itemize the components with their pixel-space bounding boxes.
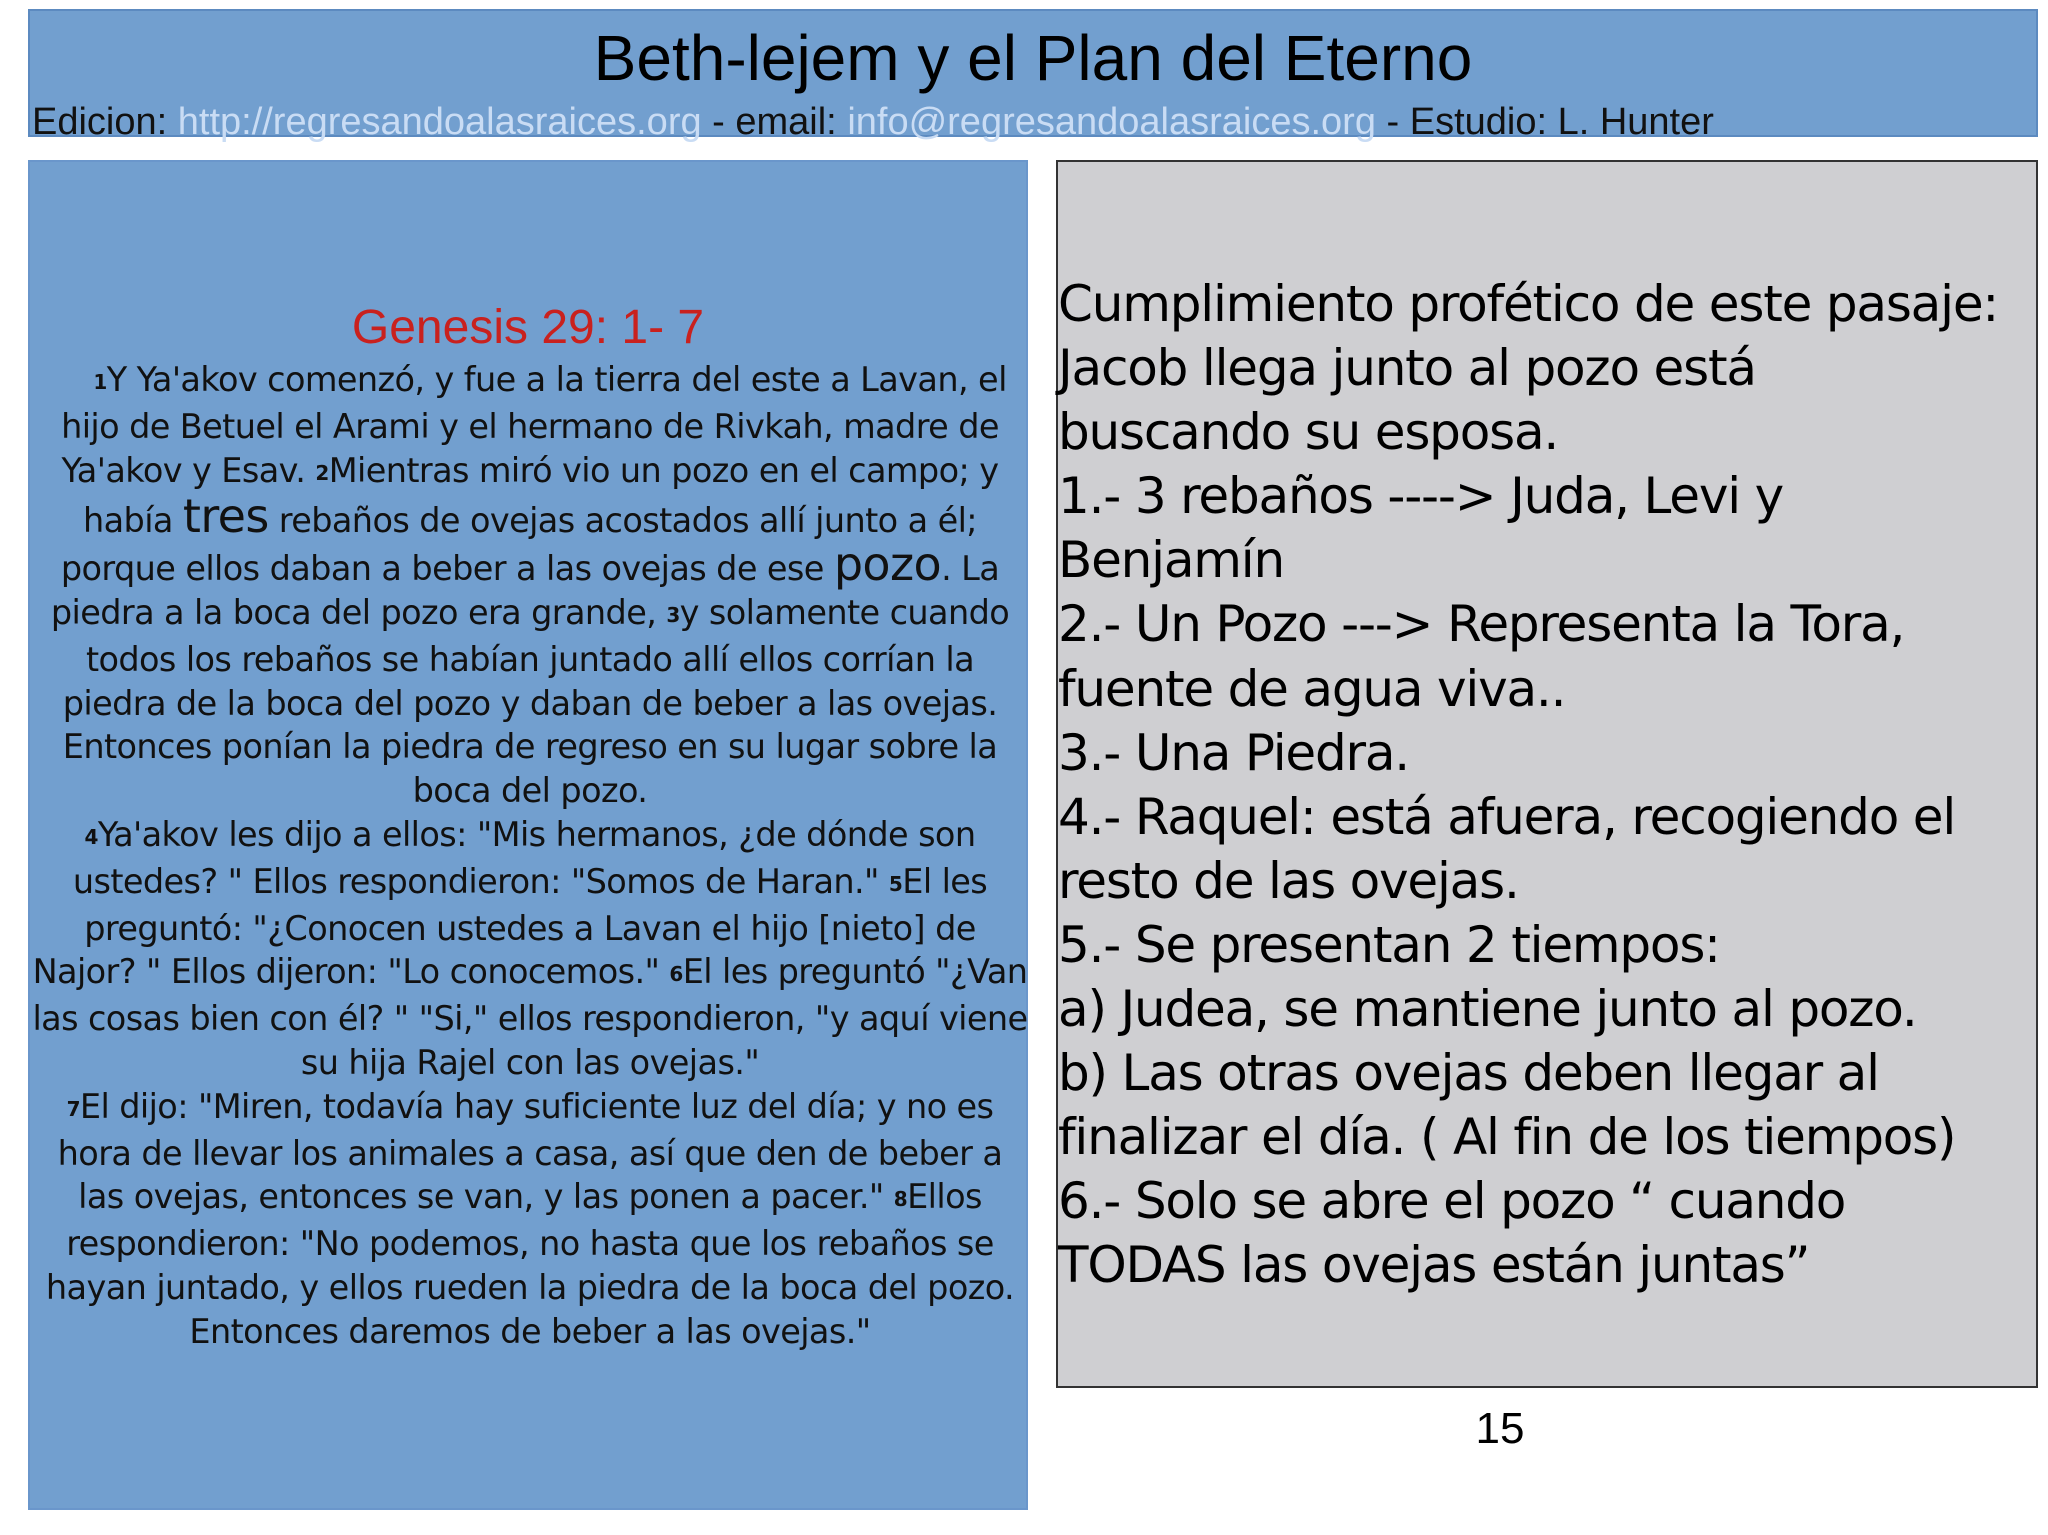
notes-line: 6.- Solo se abre el pozo “ cuando (1058, 1172, 1846, 1231)
email-link[interactable]: info@regresandoalasraices.org (847, 101, 1376, 143)
verse-number: 1 (93, 370, 107, 394)
verse-text: Y Ya'akov comenzó, y fue a la tierra del este a Lavan, el hijo de Betuel el Arami y el hermano de Rivkah, madre de Ya'akov y Esav. (61, 360, 1007, 490)
verse-text: Ellos respondieron: "No podemos, no hasta que los rebaños se hayan juntado, y ellos rueden la piedra de la boca del pozo. Entonces daremos de beber a las ovejas." (45, 1177, 1015, 1351)
notes-line: Cumplimiento profético de este pasaje: (1058, 275, 1999, 333)
page-number: 15 (1475, 1404, 1525, 1453)
notes-panel (1056, 160, 2038, 1388)
verse-number: 6 (669, 962, 683, 987)
verse-number: 4 (84, 824, 98, 849)
verse-number: 7 (66, 1096, 80, 1121)
verse-text: El dijo: "Miren, todavía hay suficiente luz del día; y no es hora de llevar los animales a casa, así que den de beber a las ovejas, entonces se van, y las ponen a pacer." (57, 1086, 1003, 1217)
verse-text: Mientras miró vio un pozo en el campo; y había (82, 450, 999, 541)
notes-line: TODAS las ovejas están juntas” (1058, 1236, 1810, 1295)
scripture-text (32, 358, 1028, 1354)
notes-line: Jacob llega junto al pozo está (1058, 339, 1756, 398)
notes-line: fuente de agua viva.. (1058, 659, 1566, 718)
credits-line (32, 101, 1714, 144)
scripture-reference: Genesis 29: 1- 7 (351, 301, 705, 354)
verse-number: 8 (893, 1187, 908, 1212)
notes-line: 1.- 3 rebaños ----> Juda, Levi y (1058, 467, 1784, 526)
notes-line: 5.- Se presentan 2 tiempos: (1058, 915, 1720, 974)
header-banner (28, 9, 2038, 143)
scripture-panel (28, 160, 1028, 1510)
verse-number: 2 (315, 460, 329, 485)
notes-line: a) Judea, se mantiene junto al pozo. (1058, 980, 1917, 1039)
notes-text (1058, 272, 2038, 1298)
notes-line: 4.- Raquel: está afuera, recogiendo el (1058, 787, 1956, 846)
page-title: Beth-lejem y el Plan del Eterno (593, 22, 1473, 94)
edition-label: Edicion: (32, 101, 178, 143)
verse-number: 5 (888, 871, 903, 896)
notes-line: b) Las otras ovejas deben llegar al (1058, 1044, 1879, 1103)
notes-line: buscando su esposa. (1058, 403, 1559, 462)
verse-number: 3 (666, 602, 680, 627)
verse-text: El les preguntó: "¿Conocen ustedes a Lavan el hijo [nieto] de Najor? " Ellos dijeron: "Lo conocemos." (32, 861, 988, 992)
study-label: - Estudio: L. Hunter (1375, 101, 1714, 143)
verse-text: . La piedra a la boca del pozo era grande, (50, 549, 1000, 632)
emphasized-word: pozo (833, 537, 942, 592)
notes-line: finalizar el día. ( Al fin de los tiempos) (1058, 1108, 1956, 1167)
email-label: - email: (701, 101, 848, 143)
verse-text: rebaños de ovejas acostados allí junto a él; porque ellos daban a beber a las ovejas de ese (60, 501, 977, 589)
notes-line: 3.- Una Piedra. (1058, 723, 1409, 782)
emphasized-word: tres (182, 489, 269, 544)
notes-line: Benjamín (1058, 531, 1284, 590)
verse-text: El les preguntó "¿Van las cosas bien con él? " "Si," ellos respondieron, "y aquí viene su hija Rajel con las ovejas." (32, 952, 1028, 1082)
website-link[interactable]: http://regresandoalasraices.org (177, 101, 702, 143)
verse-text: Ya'akov les dijo a ellos: "Mis hermanos, ¿de dónde son ustedes? " Ellos respondieron: "Somos de Haran." (72, 814, 976, 901)
verse-text: y solamente cuando todos los rebaños se habían juntado allí ellos corrían la piedra de la boca del pozo y daban de beber a las ovejas. Entonces ponían la piedra de regreso en su lugar sobre la boca del pozo. (62, 592, 1010, 811)
notes-line: 2.- Un Pozo ---> Representa la Tora, (1058, 595, 1905, 654)
notes-line: resto de las ovejas. (1058, 851, 1519, 910)
